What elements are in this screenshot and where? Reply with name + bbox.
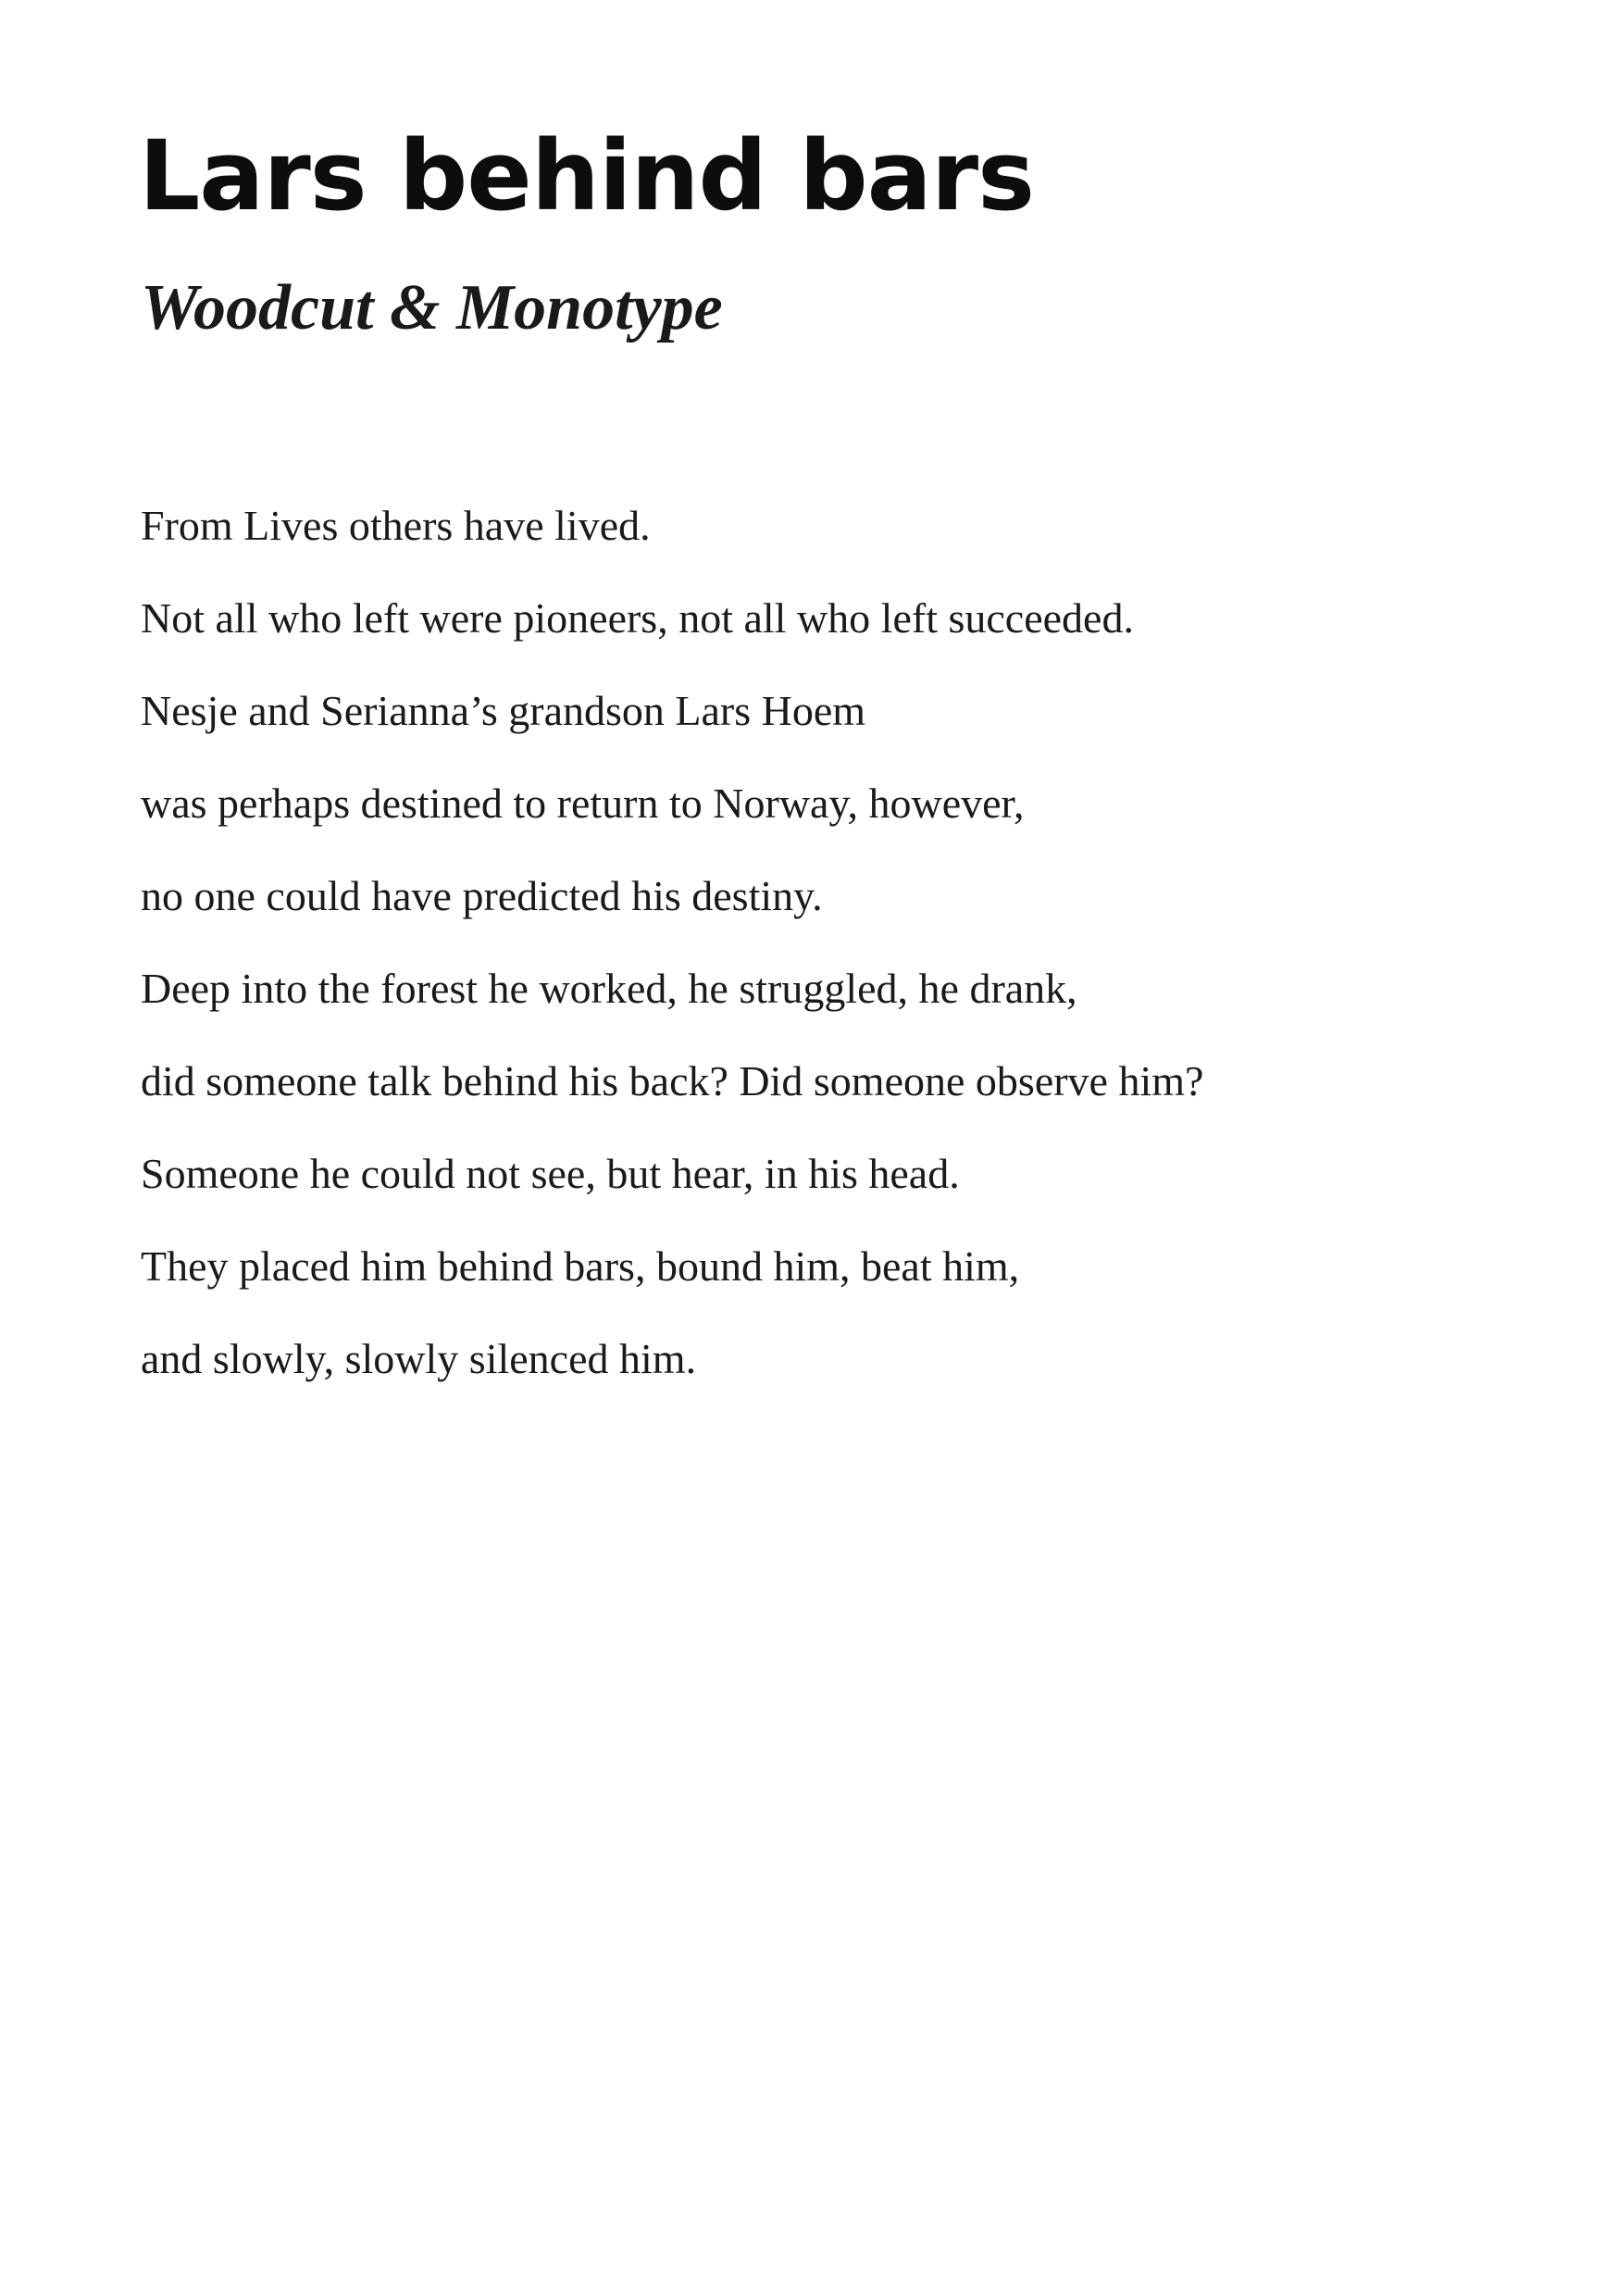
- page-title: Lars behind bars: [139, 119, 1035, 232]
- page-subtitle: Woodcut & Monotype: [141, 272, 723, 343]
- poem-line: Not all who left were pioneers, not all who left succeeded.: [141, 594, 1134, 642]
- poem-line: From Lives others have lived.: [141, 502, 651, 549]
- poem-line: and slowly, slowly silenced him.: [141, 1335, 697, 1382]
- poem-line: Nesje and Serianna’s grandson Lars Hoem: [141, 687, 866, 734]
- poem-line: was perhaps destined to return to Norway, however,: [141, 780, 1025, 827]
- poem-line: did someone talk behind his back? Did someone observe him?: [141, 1057, 1204, 1104]
- poem-line: Someone he could not see, but hear, in his head.: [141, 1150, 960, 1197]
- poem-line: Deep into the forest he worked, he struggled, he drank,: [141, 965, 1077, 1012]
- poem-line: They placed him behind bars, bound him, beat him,: [141, 1242, 1020, 1290]
- poem-body: [141, 480, 1529, 1405]
- poem-line: no one could have predicted his destiny.: [141, 872, 823, 919]
